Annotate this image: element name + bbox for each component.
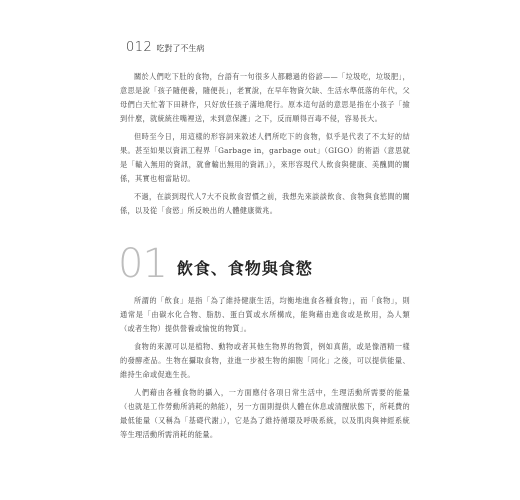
intro-paragraph: 關於人們吃下肚的食物，台語有一句很多人都聽過的俗諺——「垃圾吃，垃圾肥」，意思是說「孩子隨便養，隨便長」，老實說，在早年物資欠缺、生活水準低落的年代，父母們白天忙著下田耕作，只好放任孩子滿地爬行。原本這句話的意思是指在小孩子「撿到什麼，就統統往嘴裡送，未到意保護」之下，反而順得百毒不侵，容易長大。	[120, 72, 410, 123]
section-body-text	[120, 294, 410, 446]
page-header	[126, 40, 204, 58]
intro-text	[120, 70, 410, 222]
body-paragraph: 人們藉由各種食物的攝入，一方面應付各項日常生活中，生理活動所需要的能量（也就是工作勞動所消耗的熱能），另一方面則提供人體在休息或清醒狀態下，所耗費的最低能量（又稱為「基礎代謝」），它是為了維持循環及呼吸系統，以及肌肉與神經系統等生理活動所需消耗的能量。	[120, 388, 410, 439]
book-title: 吃對了不生病	[156, 44, 205, 53]
intro-paragraph: 但時至今日，用這樣的形容詞來敘述人們所吃下的食物，似乎是代表了不太好的結果。甚至如果以資訊工程界「Garbage in，garbage out」（GIGO）的術語（意思就是「輸入無用的資訊，就會輸出無用的資訊」），來形容現代人飲食與健康、美醜間的關係，其實也相當貼切。	[120, 132, 410, 183]
section-number: 01	[118, 241, 167, 287]
intro-paragraph: 不過，在談到現代人7大不良飲食習慣之前，我想先來談談飲食、食物與食慾間的關係，以及從「食慾」所反映出的人體健康徵兆。	[120, 192, 410, 215]
page-number: 012	[126, 40, 153, 55]
body-paragraph: 食物的來源可以是植物、動物或者其他生物界的物質，例如真菌，或是像酒精一樣的發酵產品。生物在攝取食物，並進一步被生物的細胞「同化」之後，可以提供能量、維持生命或促進生長。	[120, 342, 410, 379]
body-paragraph: 所謂的「飲食」是指「為了維持健康生活，均衡地進食各種食物」，而「食物」，則通常是「由碳水化合物、脂肪、蛋白質或水所構成，能夠藉由進食或是飲用，為人類（或者生物）提供營養或愉悅的物質」。	[120, 296, 410, 333]
section-heading	[118, 241, 313, 287]
section-title: 飲食、食物與食慾	[176, 258, 313, 278]
